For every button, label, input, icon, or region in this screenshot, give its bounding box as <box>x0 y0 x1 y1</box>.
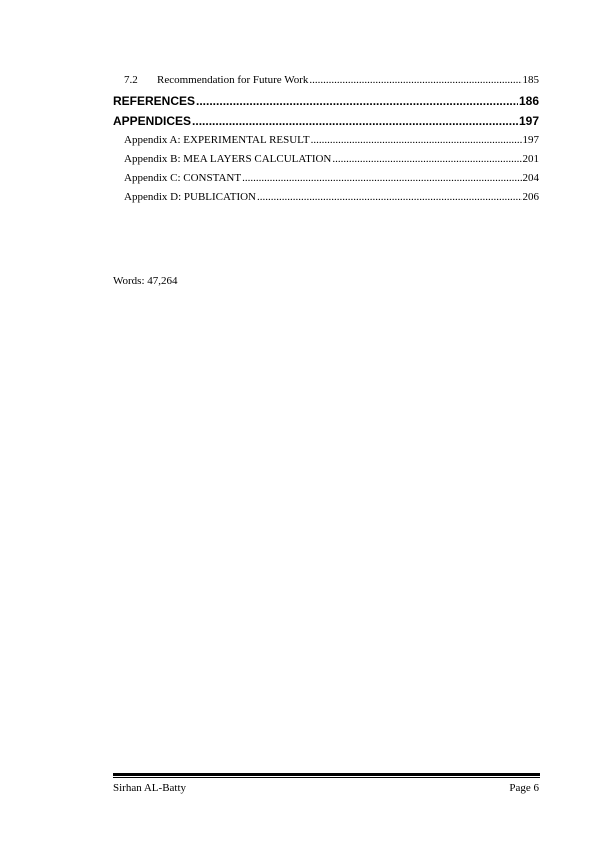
footer-rule-thin <box>113 777 540 778</box>
toc-dot-leader <box>309 70 521 91</box>
toc-dot-leader <box>257 188 522 207</box>
toc-entry-7-2[interactable] <box>113 70 539 91</box>
toc-entry-appendix-d[interactable] <box>113 188 539 207</box>
toc-entry-references[interactable] <box>113 91 539 111</box>
word-count: Words: 47,264 <box>113 275 178 287</box>
footer-rule-thick <box>113 773 540 776</box>
toc-entry-appendices[interactable] <box>113 111 539 131</box>
toc-dot-leader <box>311 131 522 150</box>
toc-appendix-title: Appendix D: PUBLICATION <box>124 191 256 203</box>
toc-page-number: 201 <box>522 153 539 165</box>
footer-author: Sirhan AL-Batty <box>113 782 187 794</box>
toc-entry-label <box>124 70 308 91</box>
toc-entry-appendix-a[interactable] <box>113 131 539 150</box>
toc-page-number: 185 <box>522 74 539 86</box>
toc-appendix-title: Appendix B: MEA LAYERS CALCULATION <box>124 153 332 165</box>
toc-dot-leader <box>332 150 521 169</box>
toc-page-number: 206 <box>522 191 539 203</box>
toc-dot-leader <box>196 91 518 111</box>
toc-section-number: 7.2 <box>124 74 138 86</box>
toc-dot-leader <box>242 169 521 188</box>
toc-page-number: 197 <box>522 134 539 146</box>
toc-entry-appendix-c[interactable] <box>113 169 539 188</box>
toc-section-title: APPENDICES <box>113 114 192 128</box>
toc-dot-leader <box>192 111 518 131</box>
toc-appendix-title: Appendix A: EXPERIMENTAL RESULT <box>124 134 310 146</box>
toc-section-title: REFERENCES <box>113 94 196 108</box>
toc-section-title: Recommendation for Future Work <box>157 74 309 86</box>
toc-entry-appendix-b[interactable] <box>113 150 539 169</box>
toc-page-number: 186 <box>518 94 539 108</box>
toc-page-number: 197 <box>518 114 539 128</box>
footer-page-number: Page 6 <box>509 782 539 794</box>
toc-page-number: 204 <box>522 172 539 184</box>
toc-appendix-title: Appendix C: CONSTANT <box>124 172 242 184</box>
table-of-contents <box>113 70 539 207</box>
